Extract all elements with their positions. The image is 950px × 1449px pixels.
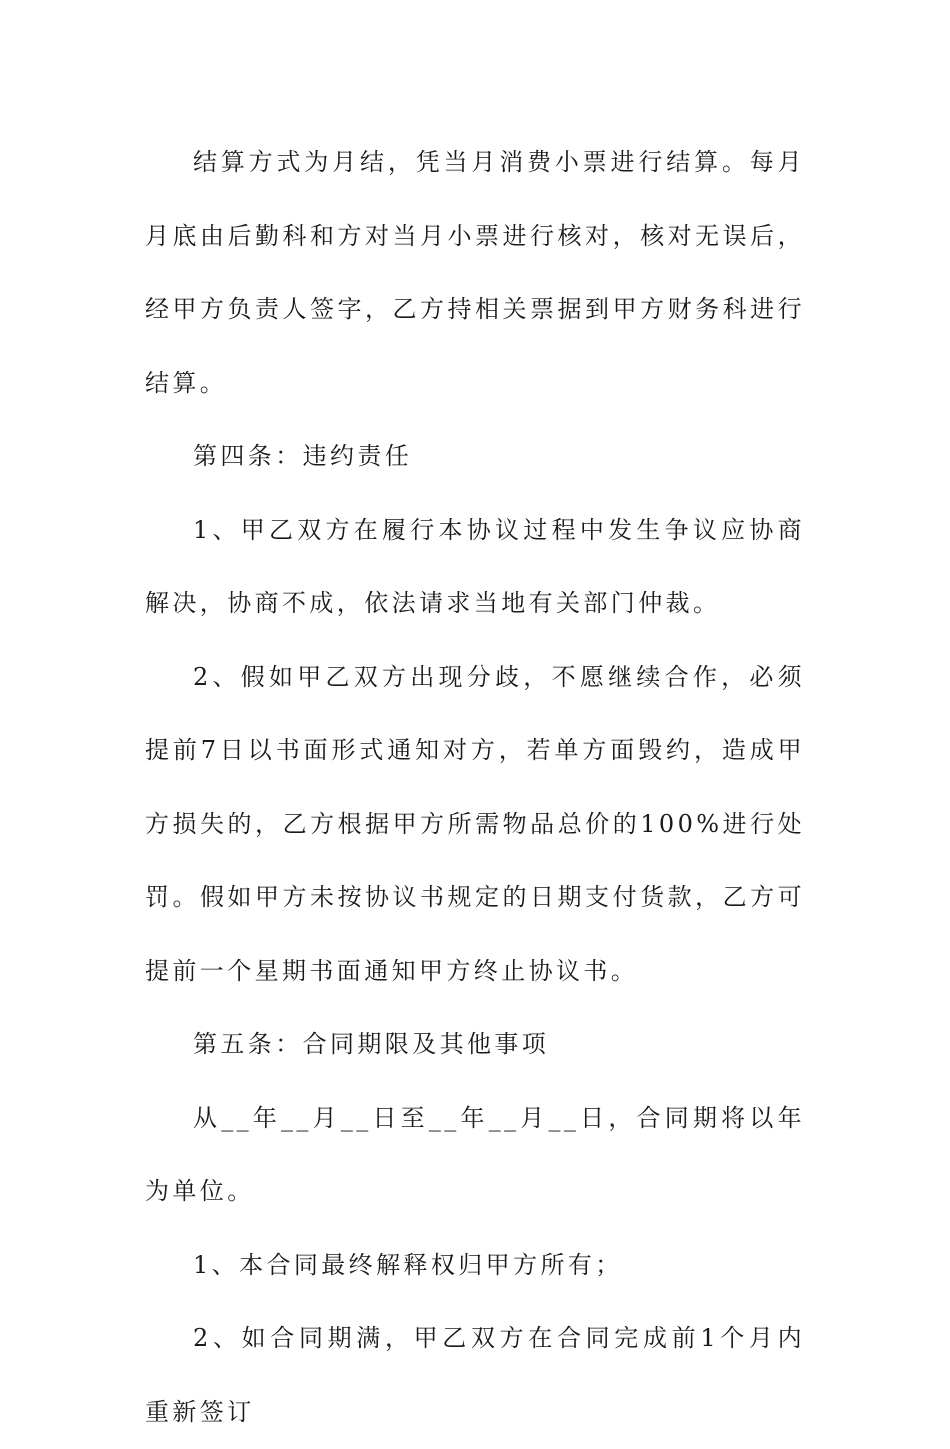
document-body bbox=[145, 126, 805, 1449]
paragraph-settlement: 结算方式为月结，凭当月消费小票进行结算。每月月底由后勤科和方对当月小票进行核对，核对无误后，经甲方负责人签字，乙方持相关票据到甲方财务科进行结算。 bbox=[145, 148, 805, 397]
paragraph-renewal: 2、如合同期满，甲乙双方在合同完成前1个月内重新签订 bbox=[145, 1324, 805, 1426]
heading-article-five: 第五条：合同期限及其他事项 bbox=[193, 1030, 550, 1058]
paragraph-breach: 2、假如甲乙双方出现分歧，不愿继续合作，必须提前7日以书面形式通知对方，若单方面毁约，造成甲方损失的，乙方根据甲方所需物品总价的100%进行处罚。假如甲方未按协议书规定的日期支付货款，乙方可提前一个星期书面通知甲方终止协议书。 bbox=[145, 662, 805, 985]
paragraph-dispute: 1、甲乙双方在履行本协议过程中发生争议应协商解决，协商不成，依法请求当地有关部门仲裁。 bbox=[145, 515, 805, 617]
paragraph-term: 从__年__月__日至__年__月__日，合同期将以年为单位。 bbox=[145, 1103, 805, 1205]
heading-article-four: 第四条：违约责任 bbox=[193, 442, 413, 470]
paragraph-interpretation: 1、本合同最终解释权归甲方所有； bbox=[193, 1250, 623, 1279]
